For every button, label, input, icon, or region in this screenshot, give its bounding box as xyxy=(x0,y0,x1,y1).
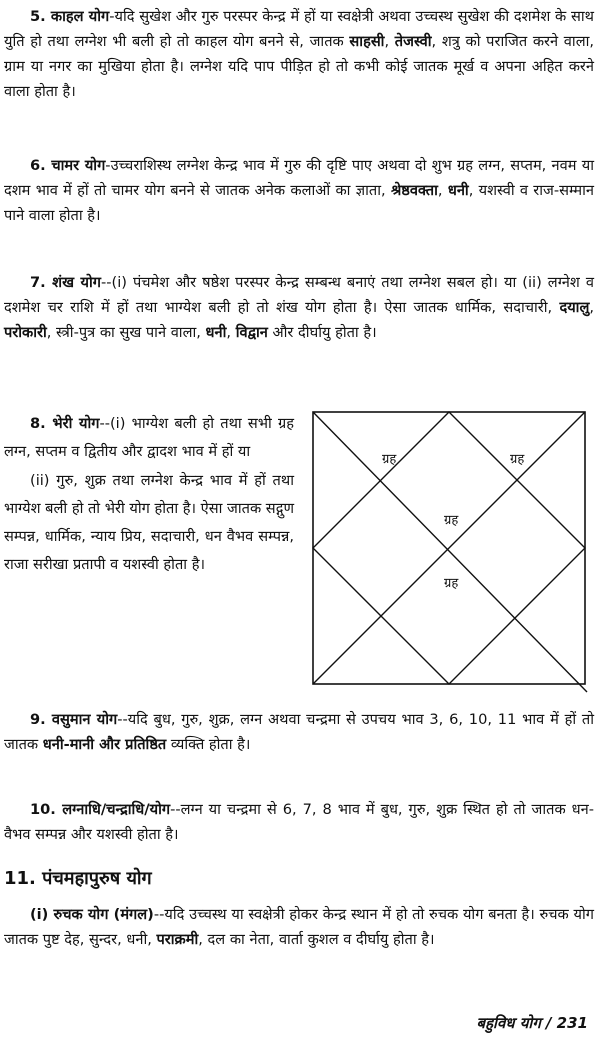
kahal-yoga-text-2: , शत्रु को पराजित करने वाला, ग्राम या नगर का मुखिया होता है। लग्नेश यदि पाप पीड़ित हो तो कभी कोई जातक मूर्ख व अपना अहित करने वाला होता है। xyxy=(4,33,595,100)
shankh-yoga-bold-4: विद्वान xyxy=(235,324,268,341)
shankh-yoga-bold-2: परोकारी xyxy=(4,324,47,341)
kahal-yoga-bold-2: तेजस्वी xyxy=(394,33,432,50)
section-heading-panchmahapurush: 11. पंचमहापुरुष योग xyxy=(4,868,152,889)
chart-diagonal-main xyxy=(313,412,587,692)
paragraph-chamar-yoga xyxy=(4,153,594,228)
chamar-yoga-separator: , xyxy=(437,182,448,199)
chamar-yoga-bold-1: श्रेष्ठवक्ता xyxy=(390,182,438,199)
bheri-yoga-text-2: (ii) गुरु, शुक्र तथा लग्नेश केन्द्र भाव में हों तथा भाग्येश बली हो तो भेरी योग होता है। ऐसा जातक सद्गुण सम्पन्न, धार्मिक, न्याय प्रिय, सदाचारी, धन वैभव सम्पन्न, राजा सरीखा प्रतापी व यशस्वी होता है। xyxy=(4,471,294,574)
shankh-yoga-text: --(i) पंचमेश और षष्ठेश परस्पर केन्द्र सम्बन्ध बनाएं तथा लग्नेश सबल हो। या (ii) लग्नेश व दशमेश चर राशि में हों तथा भाग्येश बली हो तो शंख योग होता है। ऐसा जातक धार्मिक, सदाचारी, xyxy=(4,274,594,316)
chart-label-house-12: ग्रह xyxy=(382,452,397,467)
shankh-yoga-bold-3: धनी xyxy=(205,324,227,341)
horoscope-chart xyxy=(312,411,588,693)
chart-label-house-1: ग्रह xyxy=(444,513,459,528)
kahal-yoga-bold-1: साहसी xyxy=(349,33,385,50)
kahal-yoga-separator: , xyxy=(384,33,395,50)
shankh-yoga-bold-1: दयालु xyxy=(559,299,590,316)
ruchak-yoga-title: (i) रुचक योग (मंगल) xyxy=(30,906,154,923)
paragraph-ruchak-yoga xyxy=(4,902,594,952)
ruchak-yoga-text: --यदि उच्चस्थ या स्वक्षेत्री होकर केन्द्र स्थान में हो तो रुचक योग बनता है। रुचक योग जातक पुष्ट देह, सुन्दर, धनी, xyxy=(4,906,594,948)
lagnadhi-yoga-title: 10. लग्नाधि/चन्द्राधि/योग xyxy=(30,801,171,818)
shankh-yoga-text-2: , स्त्री-पुत्र का सुख पाने वाला, xyxy=(46,324,206,341)
paragraph-vasuman-yoga xyxy=(4,707,594,757)
paragraph-lagnadhi-yoga xyxy=(4,797,594,847)
paragraph-shankh-yoga xyxy=(4,270,594,345)
shankh-yoga-separator-2: , xyxy=(226,324,236,341)
chamar-yoga-bold-2: धनी xyxy=(447,182,469,199)
kahal-yoga-title: 5. काहल योग xyxy=(30,8,110,25)
vasuman-yoga-text: --यदि बुध, गुरु, शुक्र, लग्न अथवा चन्द्रमा से उपचय भाव 3, 6, 10, 11 भाव में हों तो जातक xyxy=(4,711,594,753)
ruchak-yoga-bold: पराक्रमी xyxy=(156,931,199,948)
kahal-yoga-text: -यदि सुखेश और गुरु परस्पर केन्द्र में हों या स्वक्षेत्री अथवा उच्चस्थ सुखेश की दशमेश के साथ युति हो तथा लग्नेश भी बली हो तो काहल योग बनने से, जातक xyxy=(4,8,594,50)
vasuman-yoga-bold: धनी-मानी और प्रतिष्ठित xyxy=(42,736,167,753)
bheri-yoga-title: 8. भेरी योग xyxy=(30,415,100,432)
ruchak-yoga-text-2: , दल का नेता, वार्ता कुशल व दीर्घायु होता है। xyxy=(198,931,435,948)
shankh-yoga-title: 7. शंख योग xyxy=(30,274,101,291)
bheri-yoga-text: --(i) भाग्येश बली हो तथा सभी ग्रह लग्न, सप्तम व द्वितीय और द्वादश भाव में हों या xyxy=(4,415,294,461)
paragraph-bheri-yoga xyxy=(4,410,294,467)
chart-label-center: ग्रह xyxy=(444,576,459,591)
page-footer: बहुविध योग / 231 xyxy=(476,1014,588,1032)
shankh-yoga-text-3: और दीर्घायु होता है। xyxy=(267,324,377,341)
chamar-yoga-text-2: , यशस्वी व राज-सम्मान पाने वाला होता है। xyxy=(4,182,594,224)
paragraph-kahal-yoga xyxy=(4,4,594,104)
chart-label-house-2: ग्रह xyxy=(510,452,525,467)
vasuman-yoga-title: 9. वसुमान योग xyxy=(30,711,118,728)
paragraph-bheri-yoga-2 xyxy=(4,467,294,580)
shankh-yoga-separator: , xyxy=(589,299,594,316)
chamar-yoga-text: -उच्चराशिस्थ लग्नेश केन्द्र भाव में गुरु की दृष्टि पाए अथवा दो शुभ ग्रह लग्न, सप्तम, नवम या दशम भाव में हों तो चामर योग बनने से जातक अनेक कलाओं का ज्ञाता, xyxy=(4,157,594,199)
vasuman-yoga-text-2: व्यक्ति होता है। xyxy=(166,736,251,753)
chamar-yoga-title: 6. चामर योग xyxy=(30,157,106,174)
lagnadhi-yoga-text: --लग्न या चन्द्रमा से 6, 7, 8 भाव में बुध, गुरु, शुक्र स्थित हो तो जातक धन-वैभव सम्पन्न और यशस्वी होता है। xyxy=(4,801,594,843)
bheri-yoga-block xyxy=(4,410,294,580)
